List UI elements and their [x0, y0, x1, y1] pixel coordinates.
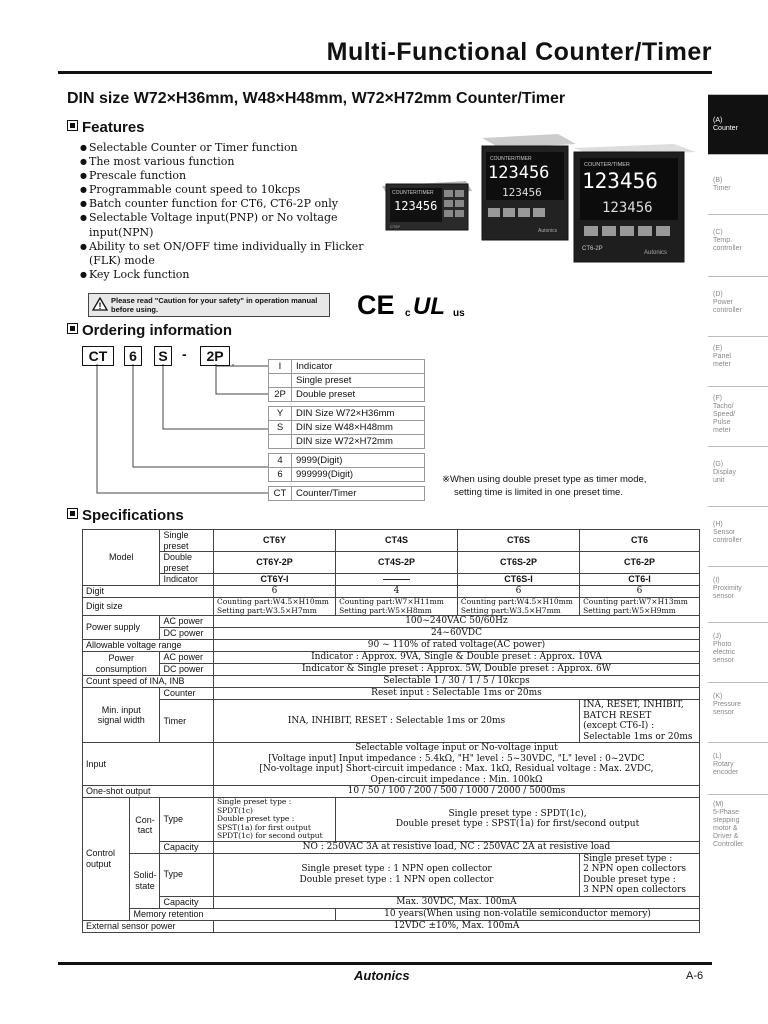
table-cell: CT4S [336, 530, 458, 552]
table-row [83, 853, 700, 896]
table-row [83, 688, 700, 700]
table-cell: CT6S [457, 530, 579, 552]
table-cell: One-shot output [83, 786, 214, 798]
table-row [83, 598, 700, 616]
sidebar-item-panel-meter[interactable]: (E) Panel meter [708, 336, 768, 386]
table-cell: Timer [160, 700, 213, 743]
table-cell: Power consumption [83, 652, 160, 676]
sidebar-item-photo-electric-sensor[interactable]: (J) Photo electric sensor [708, 622, 768, 682]
table-cell: CT6S-2P [457, 552, 579, 574]
table-cell: 4 [336, 586, 458, 598]
table-cell: Counting part:W4.5×H10mm Setting part:W3.5×H7mm [213, 598, 335, 616]
table-row [83, 908, 700, 920]
sidebar-item-counter[interactable]: (A) Counter [708, 94, 768, 154]
table-cell: DC power [160, 628, 213, 640]
table-cell: CT6 [580, 530, 700, 552]
svg-text:COUNTER/TIMER: COUNTER/TIMER [392, 190, 434, 196]
svg-text:123456: 123456 [394, 199, 438, 213]
table-cell: 6 [580, 586, 700, 598]
feature-item: ● Selectable Counter or Timer function [80, 141, 380, 155]
table-cell: Type [160, 798, 213, 842]
table-cell: AC power [160, 616, 213, 628]
table-cell: Max. 30VDC, Max. 100mA [213, 896, 699, 908]
certification-marks [357, 288, 472, 320]
table-row [83, 640, 700, 652]
ordering-option: 2P Double preset [268, 387, 425, 402]
table-row [83, 616, 700, 628]
features-list [80, 141, 380, 282]
code-size: S [154, 346, 172, 366]
table-row [83, 700, 700, 743]
ordering-option: 6 999999(Digit) [268, 467, 425, 482]
table-row [83, 530, 700, 552]
feature-item: ● Programmable count speed to 10kcps [80, 183, 380, 197]
svg-text:COUNTER/TIMER: COUNTER/TIMER [490, 156, 532, 162]
table-cell: CT6-I [580, 574, 700, 586]
table-cell: Counter [160, 688, 213, 700]
ce-mark: CE [357, 290, 395, 320]
table-cell: 6 [457, 586, 579, 598]
table-cell: Min. input signal width [83, 688, 160, 743]
table-cell: 100~240VAC 50/60Hz [213, 616, 699, 628]
table-cell: Selectable 1 / 30 / 1 / 5 / 10kcps [213, 676, 699, 688]
sidebar-item-proximity-sensor[interactable]: (I) Proximity sensor [708, 566, 768, 622]
table-cell: Single preset type : SPDT(1c), Double preset type : SPST(1a) for first/second output [336, 798, 700, 842]
svg-text:123456: 123456 [582, 169, 658, 193]
table-cell: Selectable voltage input or No-voltage input [Voltage input] Input impedance : 5.4kΩ, "H" level : 5~30VDC, "L" level : 0~2VDC [No-voltage input] Short-circuit impedance : Max. 1kΩ, Residual voltage : Max. 2VDC, Open-circuit impedance : Min. 100kΩ [213, 743, 699, 786]
product-small [382, 181, 472, 230]
table-cell: CT4S-2P [336, 552, 458, 574]
table-cell: CT6Y-I [213, 574, 335, 586]
table-row [83, 743, 700, 786]
table-cell: ——— [336, 574, 458, 586]
table-row [83, 574, 700, 586]
table-cell: 10 years(When using non-volatile semiconductor memory) [336, 908, 700, 920]
table-cell: Counting part:W4.5×H10mm Setting part:W3.5×H7mm [457, 598, 579, 616]
footer-brand-logo: Autonics [354, 968, 410, 983]
svg-text:COUNTER/TIMER: COUNTER/TIMER [584, 162, 630, 168]
ordering-option: CT Counter/Timer [268, 486, 425, 501]
page-title: Multi-Functional Counter/Timer [326, 38, 712, 66]
title-rule [58, 71, 712, 74]
feature-item: ● Prescale function [80, 169, 380, 183]
table-row [83, 786, 700, 798]
ul-mark: UL [413, 293, 445, 320]
sidebar-item-temp-controller[interactable]: (C) Temp. controller [708, 214, 768, 276]
ordering-note: ※When using double preset type as timer mode, setting time is limited in one preset time. [442, 474, 647, 498]
feature-item: ● Batch counter function for CT6, CT6-2P only [80, 197, 380, 211]
table-cell: 90 ~ 110% of rated voltage(AC power) [213, 640, 699, 652]
table-cell: Capacity [160, 896, 213, 908]
sidebar-item-tacho-meter[interactable]: (F) Tacho/ Speed/ Pulse meter [708, 386, 768, 446]
model-label: Model [83, 530, 160, 586]
sidebar-item-timer[interactable]: (B) Timer [708, 154, 768, 214]
warning-icon [92, 297, 108, 311]
table-cell: Single preset type : SPDT(1c) Double preset type : SPST(1a) for first output SPDT(1c) for second output [213, 798, 335, 842]
table-cell: Con- tact [130, 798, 160, 854]
table-cell: AC power [160, 652, 213, 664]
ordering-option: DIN size W72×H72mm [268, 434, 425, 449]
table-cell: External sensor power [83, 920, 214, 932]
svg-text:123456: 123456 [502, 186, 542, 199]
page-subtitle: DIN size W72×H36mm, W48×H48mm, W72×H72mm Counter/Timer [67, 90, 566, 107]
table-row [83, 676, 700, 688]
table-cell: Single preset [160, 530, 213, 552]
svg-text:CT6-2P: CT6-2P [582, 246, 603, 252]
table-cell: Control output [83, 798, 130, 921]
table-cell: INA, INHIBIT, RESET : Selectable 1ms or 20ms [213, 700, 579, 743]
caution-text: Please read "Caution for your safety" in operation manual before using. [111, 296, 318, 314]
table-cell: 12VDC ±10%, Max. 100mA [213, 920, 699, 932]
table-row [83, 920, 700, 932]
sidebar-item-pressure-sensor[interactable]: (K) Pressure sensor [708, 682, 768, 742]
svg-text:123456: 123456 [488, 163, 550, 183]
table-row [83, 628, 700, 640]
table-cell: INA, RESET, INHIBIT, BATCH RESET (except CT6-I) : Selectable 1ms or 20ms [580, 700, 700, 743]
code-preset: 2P [200, 346, 230, 366]
svg-text:CT6Y: CT6Y [390, 224, 401, 229]
product-mid [482, 134, 576, 240]
svg-text:Autonics: Autonics [644, 250, 668, 256]
ordering-option: Single preset [268, 373, 425, 387]
code-series: CT [82, 346, 114, 366]
table-cell: Indicator & Single preset : Approx. 5W, Double preset : Approx. 6W [213, 664, 699, 676]
table-cell: Allowable voltage range [83, 640, 214, 652]
feature-item: ● Selectable Voltage input(PNP) or No voltage input(NPN) [80, 211, 380, 239]
caution-box [88, 293, 330, 317]
table-cell: Type [160, 853, 213, 896]
svg-text:Autonics: Autonics [538, 228, 558, 234]
table-cell: Power supply [83, 616, 160, 640]
product-large [574, 144, 696, 262]
feature-item: ● Ability to set ON/OFF time individually in Flicker (FLK) mode [80, 240, 380, 268]
ordering-option: 4 9999(Digit) [268, 453, 425, 467]
table-row [83, 841, 700, 853]
code-digit: 6 [124, 346, 142, 366]
footer-rule [58, 962, 712, 965]
sidebar-item-sensor-controller[interactable]: (H) Sensor controller [708, 506, 768, 566]
table-cell: Counting part:W7×H13mm Setting part:W5×H9mm [580, 598, 700, 616]
ordering-option: Y DIN Size W72×H36mm [268, 406, 425, 420]
features-heading: Features [67, 119, 145, 136]
spec-table [82, 529, 700, 933]
specifications-heading: Specifications [67, 507, 184, 524]
product-photo [378, 126, 703, 266]
table-cell: 24~60VDC [213, 628, 699, 640]
feature-item: ● The most various function [80, 155, 380, 169]
sidebar-item-rotary-encoder[interactable]: (L) Rotary encoder [708, 742, 768, 794]
ordering-heading: Ordering information [67, 322, 232, 339]
table-cell: Indicator [160, 574, 213, 586]
sidebar-item-display-unit[interactable]: (G) Display unit [708, 446, 768, 506]
table-cell: CT6-2P [580, 552, 700, 574]
page-number: A-6 [686, 970, 704, 982]
table-row [83, 652, 700, 664]
ordering-connector-lines [60, 350, 280, 500]
svg-text:123456: 123456 [602, 200, 653, 216]
table-cell: Indicator : Approx. 9VA, Single & Double preset : Approx. 10VA [213, 652, 699, 664]
table-cell: CT6Y [213, 530, 335, 552]
table-cell: DC power [160, 664, 213, 676]
table-cell: Digit [83, 586, 214, 598]
table-cell: Digit size [83, 598, 214, 616]
c-mark: c [405, 308, 411, 319]
table-cell: Solid- state [130, 853, 160, 908]
ordering-option: I Indicator [268, 359, 425, 373]
table-row [83, 586, 700, 598]
table-cell: Counting part:W7×H11mm Setting part:W5×H8mm [336, 598, 458, 616]
us-mark: us [453, 308, 465, 319]
sidebar-item-power-controller[interactable]: (D) Power controller [708, 276, 768, 336]
table-cell: Single preset type : 2 NPN open collectors Double preset type : 3 NPN open collectors [580, 853, 700, 896]
table-cell: 10 / 50 / 100 / 200 / 500 / 1000 / 2000 / 5000ms [213, 786, 699, 798]
table-row [83, 552, 700, 574]
table-cell: Count speed of INA, INB [83, 676, 214, 688]
sidebar-item-stepping-motor[interactable]: (M) 5-Phase stepping motor & Driver & Controller [708, 794, 768, 864]
table-cell: Capacity [160, 841, 213, 853]
table-cell: Reset input : Selectable 1ms or 20ms [213, 688, 699, 700]
code-separator: - [182, 346, 187, 362]
table-row [83, 896, 700, 908]
table-cell: NO : 250VAC 3A at resistive load, NC : 250VAC 2A at resistive load [213, 841, 699, 853]
table-row [83, 664, 700, 676]
svg-text:!: ! [98, 301, 102, 311]
table-cell: CT6Y-2P [213, 552, 335, 574]
table-row [83, 798, 700, 842]
ordering-option: S DIN size W48×H48mm [268, 420, 425, 434]
table-cell: Single preset type : 1 NPN open collector Double preset type : 1 NPN open collector [213, 853, 579, 896]
table-cell: Double preset [160, 552, 213, 574]
category-sidebar [708, 94, 768, 964]
table-cell: CT6S-I [457, 574, 579, 586]
table-cell: Memory retention [130, 908, 336, 920]
table-cell: Input [83, 743, 214, 786]
feature-item: ● Key Lock function [80, 268, 380, 282]
table-cell: 6 [213, 586, 335, 598]
